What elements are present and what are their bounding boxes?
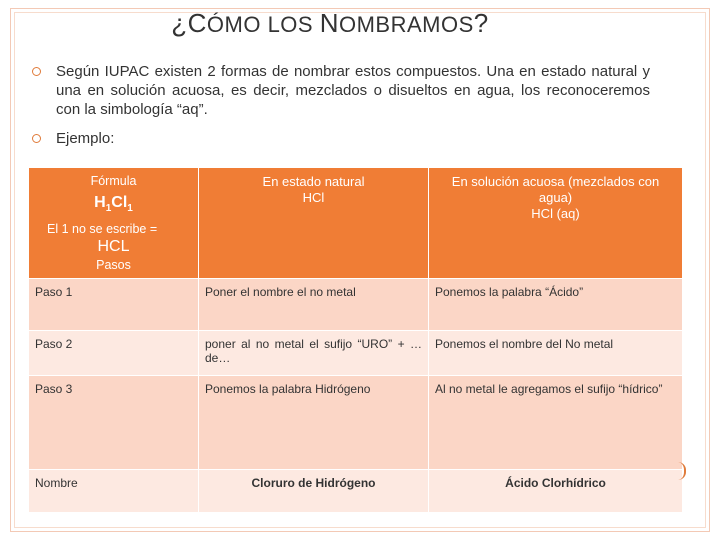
step-cell: Nombre [29,470,199,513]
naming-table [28,167,683,513]
slide-title [0,8,660,39]
bullet-item [30,129,650,148]
title-part-3: N [319,8,339,38]
bullet-icon [32,134,41,143]
step-cell: Paso 1 [29,279,199,331]
acuosa-cell: Al no metal le agregamos el sufijo “hídrico” [429,376,683,470]
natural-cell: Ponemos la palabra Hidrógeno [199,376,429,470]
title-part-1: ¿C [171,8,207,38]
formula-note: El 1 no se escribe = [47,222,158,237]
natural-cell: Cloruro de Hidrógeno [199,470,429,513]
bullet-text: Ejemplo: [56,130,115,147]
header-formula-cell [29,168,199,279]
table-row [29,470,683,513]
step-cell: Paso 2 [29,331,199,376]
table-row [29,376,683,470]
acuosa-formula: HCl (aq) [531,206,580,221]
pasos-label: Pasos [96,258,131,273]
acuosa-cell: Ponemos la palabra “Ácido” [429,279,683,331]
natural-cell: poner al no metal el sufijo “URO” + …de… [199,331,429,376]
bullet-text: Según IUPAC existen 2 formas de nombrar estos compuestos. Una en estado natural y una en solución acuosa, es decir, mezclados o disueltos en agua, los reconoceremos con la simbología “aq”. [56,63,650,118]
step-cell: Paso 3 [29,376,199,470]
acuosa-cell: Ponemos el nombre del No metal [429,331,683,376]
natural-cell: Poner el nombre el no metal [199,279,429,331]
title-part-2: ÓMO LOS [206,12,320,37]
bullet-item [30,62,650,119]
natural-title: En estado natural [262,174,365,189]
title-part-4: OMBRAMOS [338,12,474,37]
acuosa-cell: Ácido Clorhídrico [429,470,683,513]
formula-hcl: HCL [97,238,130,256]
natural-formula: HCl [302,190,325,205]
bullet-icon [32,67,41,76]
formula-value: $H_1Cl_1$ [94,194,133,215]
header-acuosa-cell [429,168,683,279]
table-header-row [29,168,683,279]
bullet-list [30,62,650,158]
formula-label: Fórmula [90,174,137,188]
header-natural-cell [199,168,429,279]
title-part-5: ? [473,8,489,38]
acuosa-title: En solución acuosa (mezclados con agua) [451,174,660,205]
table-row [29,279,683,331]
table-row [29,331,683,376]
